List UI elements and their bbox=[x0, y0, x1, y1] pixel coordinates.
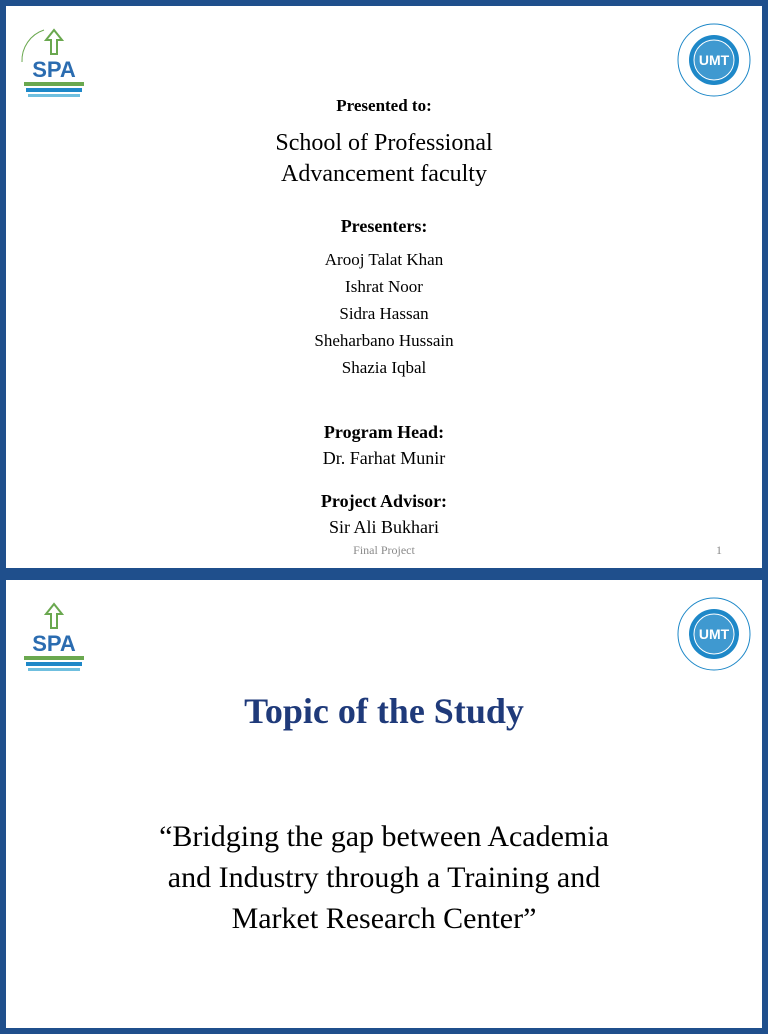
presented-to-label: Presented to: bbox=[336, 96, 432, 115]
presenter-name: Ishrat Noor bbox=[345, 277, 423, 296]
presenter-name: Sheharbano Hussain bbox=[314, 331, 454, 350]
umt-logo bbox=[674, 20, 754, 100]
svg-text:UMT: UMT bbox=[698, 626, 730, 642]
project-advisor-label: Project Advisor: bbox=[320, 491, 448, 511]
svg-text:SPA: SPA bbox=[32, 631, 76, 656]
slide-footer: Final Project bbox=[353, 543, 415, 557]
presenter-name: Sidra Hassan bbox=[339, 304, 429, 323]
topic-title: Topic of the Study bbox=[244, 691, 524, 731]
program-head-label: Program Head: bbox=[323, 422, 445, 442]
svg-text:SPA: SPA bbox=[32, 57, 76, 82]
presented-to-line-2: Advancement faculty bbox=[281, 161, 487, 187]
slide-2-content bbox=[6, 580, 762, 1028]
topic-quote-line-2: and Industry through a Training and bbox=[167, 861, 601, 894]
presenter-name: Arooj Talat Khan bbox=[324, 250, 444, 269]
presented-to-line-1: School of Professional bbox=[275, 130, 493, 156]
spa-logo bbox=[14, 22, 94, 102]
umt-logo bbox=[674, 594, 754, 674]
program-head-name: Dr. Farhat Munir bbox=[322, 448, 446, 468]
topic-quote bbox=[6, 816, 762, 939]
svg-text:UMT: UMT bbox=[698, 52, 730, 68]
presented-to-value bbox=[6, 128, 762, 190]
presenter-name: Shazia Iqbal bbox=[341, 358, 427, 377]
project-advisor-name: Sir Ali Bukhari bbox=[328, 517, 439, 537]
slide-number: 1 bbox=[716, 543, 722, 557]
slide-1-content bbox=[6, 6, 762, 568]
presenters-label: Presenters: bbox=[340, 216, 428, 236]
slide-2 bbox=[0, 574, 768, 1034]
spa-logo bbox=[14, 596, 94, 676]
topic-quote-line-1: “Bridging the gap between Academia bbox=[159, 820, 609, 853]
topic-quote-line-3: Market Research Center” bbox=[231, 902, 537, 935]
presenters-list bbox=[6, 246, 762, 381]
